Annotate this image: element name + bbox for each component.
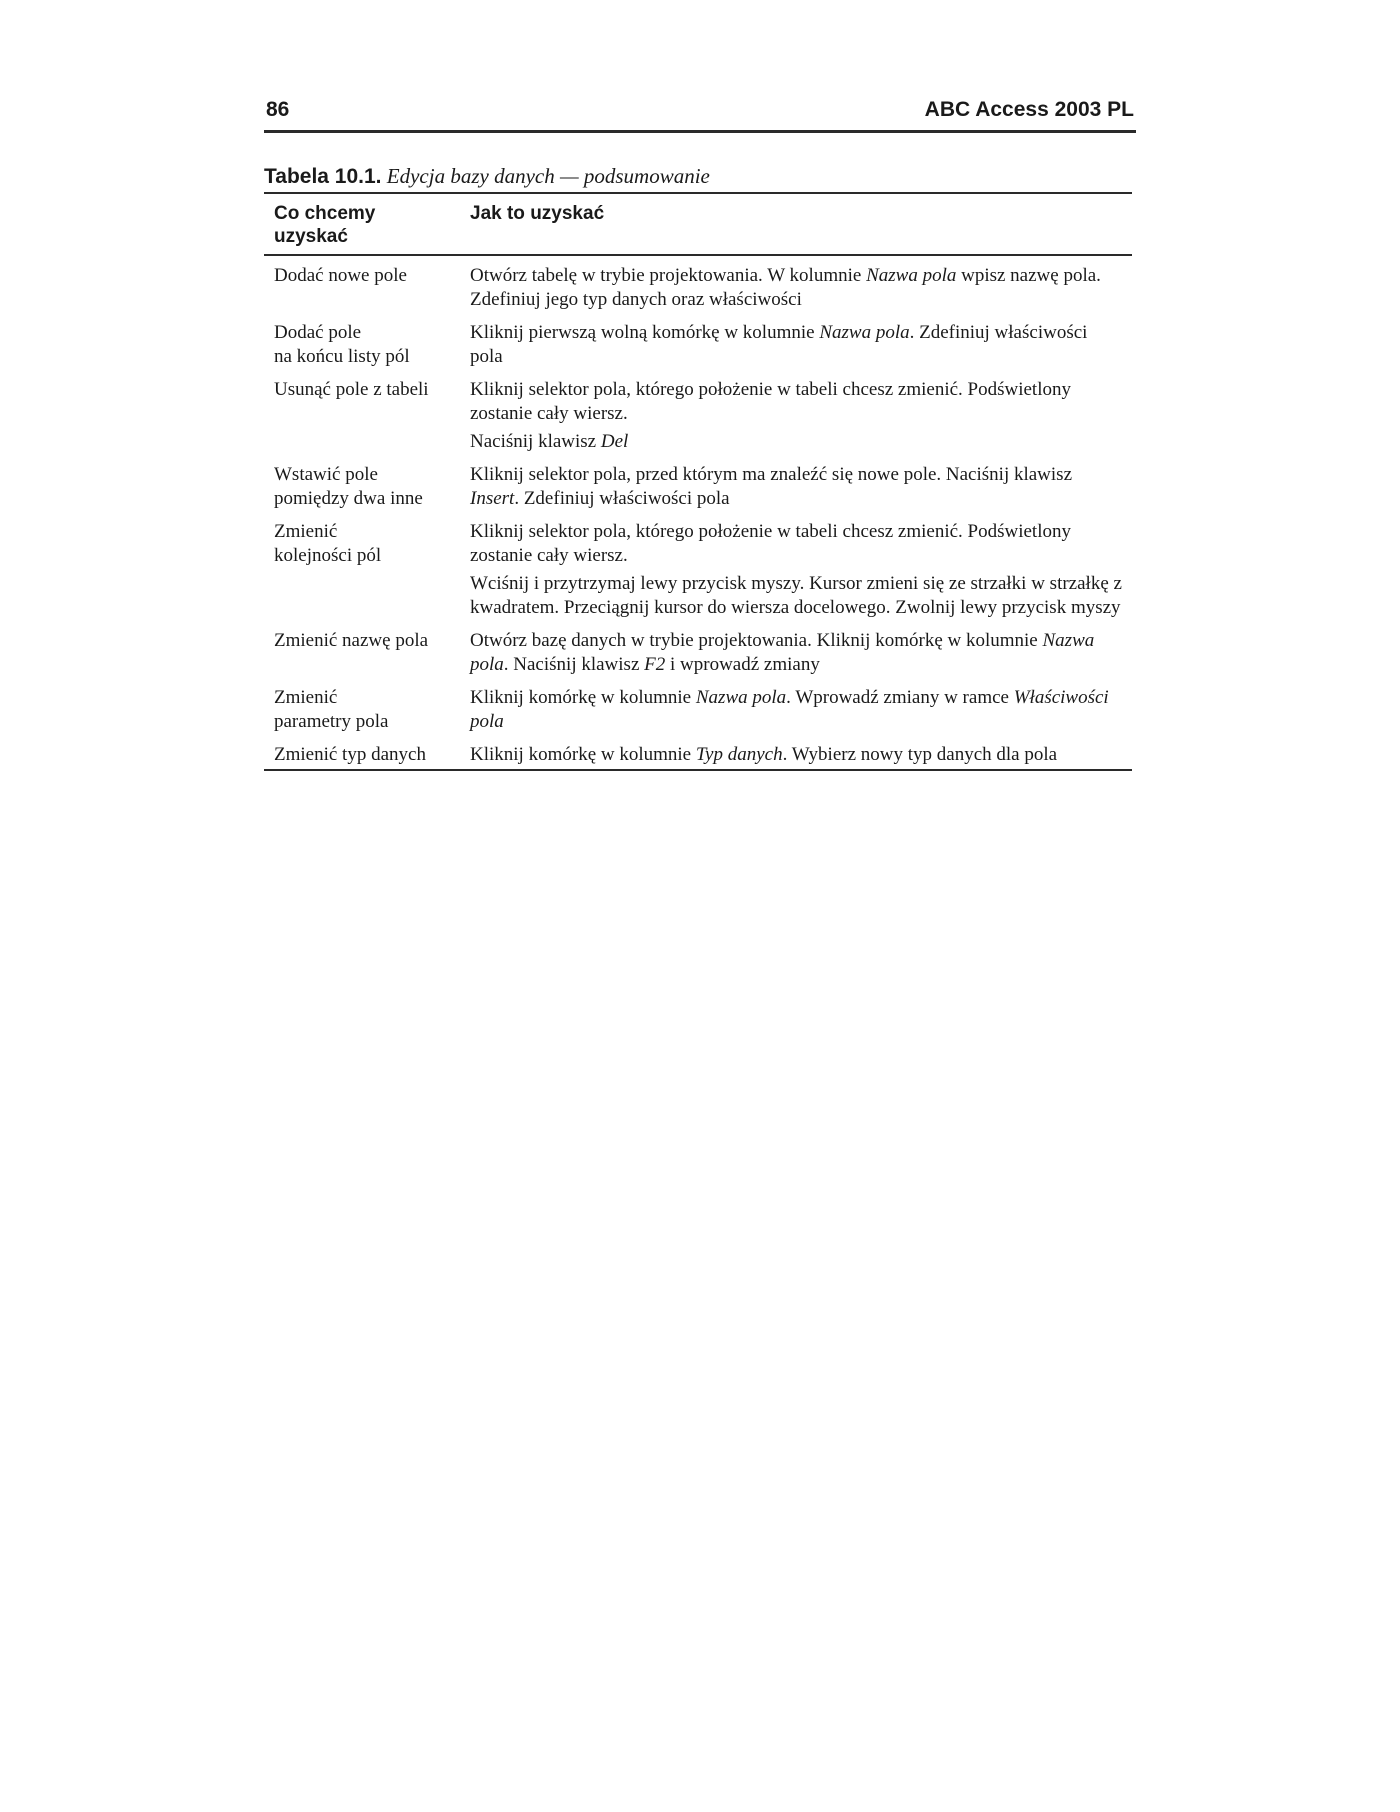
description-text: Kliknij selektor pola, przed którym ma znaleźć się nowe pole. Naciśnij klawisz <box>470 464 1073 485</box>
emphasized-term: Nazwa pola <box>695 687 787 708</box>
description-paragraph <box>470 378 1124 426</box>
summary-table <box>264 192 1132 771</box>
column-header-goal-line: Co chcemy <box>274 203 376 224</box>
page-header <box>264 96 1136 133</box>
description-paragraph <box>470 572 1124 620</box>
table-row <box>264 378 1132 463</box>
goal-cell <box>264 255 460 321</box>
table-caption-label: Tabela 10.1. <box>264 165 382 188</box>
goal-text: Dodać pole <box>274 322 362 343</box>
table-row <box>264 463 1132 520</box>
goal-cell <box>264 629 460 686</box>
description-text: Kliknij komórkę w kolumnie <box>470 744 696 765</box>
goal-cell <box>264 686 460 743</box>
table-row <box>264 520 1132 629</box>
description-text: wpisz nazwę pola. Zdefiniuj jego typ danych oraz właściwości <box>470 265 1101 310</box>
emphasized-term: Del <box>600 431 629 452</box>
table-row <box>264 255 1132 321</box>
goal-cell <box>264 378 460 463</box>
emphasized-term: Insert <box>470 488 515 509</box>
description-paragraph <box>470 463 1124 511</box>
table-body <box>264 255 1132 770</box>
description-cell <box>460 378 1132 463</box>
description-paragraph <box>470 264 1124 312</box>
table-caption <box>264 164 710 189</box>
description-text: Kliknij selektor pola, którego położenie w tabeli chcesz zmienić. Podświetlony zostanie cały wiersz. <box>470 379 1071 424</box>
description-text: . Wprowadź zmiany w ramce <box>786 687 1014 708</box>
goal-cell <box>264 463 460 520</box>
description-cell <box>460 463 1132 520</box>
goal-text: Wstawić pole <box>274 464 378 485</box>
description-text: . Zdefiniuj właściwości pola <box>514 488 730 509</box>
description-paragraph <box>470 629 1124 677</box>
description-cell <box>460 629 1132 686</box>
table-row <box>264 629 1132 686</box>
column-header-goal <box>264 193 460 255</box>
goal-text: pomiędzy dwa inne <box>274 488 423 509</box>
description-paragraph <box>470 520 1124 568</box>
emphasized-term: Nazwa pola <box>470 630 1095 675</box>
goal-text: Usunąć pole z tabeli <box>274 379 429 400</box>
description-text: . Zdefiniuj właściwości pola <box>470 322 1088 367</box>
column-header-goal-line: uzyskać <box>274 226 348 247</box>
description-cell <box>460 743 1132 770</box>
description-text: . Naciśnij klawisz <box>503 654 645 675</box>
emphasized-term: Właściwości pola <box>470 687 1109 732</box>
goal-text: Zmienić <box>274 521 338 542</box>
description-paragraph <box>470 321 1124 369</box>
goal-text: parametry pola <box>274 711 389 732</box>
page-number: 86 <box>266 98 290 121</box>
description-text: Otwórz tabelę w trybie projektowania. W kolumnie <box>470 265 867 286</box>
table-row <box>264 321 1132 378</box>
description-text: Kliknij pierwszą wolną komórkę w kolumnie <box>470 322 820 343</box>
goal-text: Zmienić nazwę pola <box>274 630 429 651</box>
description-text: . Wybierz nowy typ danych dla pola <box>782 744 1058 765</box>
description-cell <box>460 686 1132 743</box>
description-paragraph <box>470 686 1124 734</box>
goal-text: kolejności pól <box>274 545 382 566</box>
emphasized-term: Typ danych <box>695 744 783 765</box>
description-text: Naciśnij klawisz <box>470 431 601 452</box>
description-text: Kliknij komórkę w kolumnie <box>470 687 696 708</box>
emphasized-term: Nazwa pola <box>819 322 910 343</box>
table-row <box>264 743 1132 770</box>
table-caption-title: Edycja bazy danych — podsumowanie <box>386 164 710 188</box>
book-title: ABC Access 2003 PL <box>924 98 1134 121</box>
description-text: Kliknij selektor pola, którego położenie w tabeli chcesz zmienić. Podświetlony zostanie cały wiersz. <box>470 521 1071 566</box>
description-text: Otwórz bazę danych w trybie projektowania. Kliknij komórkę w kolumnie <box>470 630 1043 651</box>
description-paragraph <box>470 743 1124 767</box>
description-cell <box>460 255 1132 321</box>
goal-text: Dodać nowe pole <box>274 265 407 286</box>
description-paragraph <box>470 430 1124 454</box>
description-text: Wciśnij i przytrzymaj lewy przycisk myszy. Kursor zmieni się ze strzałki w strzałkę z kwadratem. Przeciągnij kursor do wiersza docelowego. Zwolnij lewy przycisk myszy <box>470 573 1122 618</box>
goal-cell <box>264 743 460 770</box>
description-cell <box>460 321 1132 378</box>
table-row <box>264 686 1132 743</box>
emphasized-term: F2 <box>644 654 666 675</box>
goal-text: Zmienić typ danych <box>274 744 426 765</box>
emphasized-term: Nazwa pola <box>866 265 957 286</box>
goal-cell <box>264 321 460 378</box>
goal-cell <box>264 520 460 629</box>
goal-text: Zmienić <box>274 687 338 708</box>
description-cell <box>460 520 1132 629</box>
column-header-how: Jak to uzyskać <box>460 193 1132 255</box>
table-header-row <box>264 193 1132 255</box>
description-text: i wprowadź zmiany <box>665 654 820 675</box>
goal-text: na końcu listy pól <box>274 346 410 367</box>
